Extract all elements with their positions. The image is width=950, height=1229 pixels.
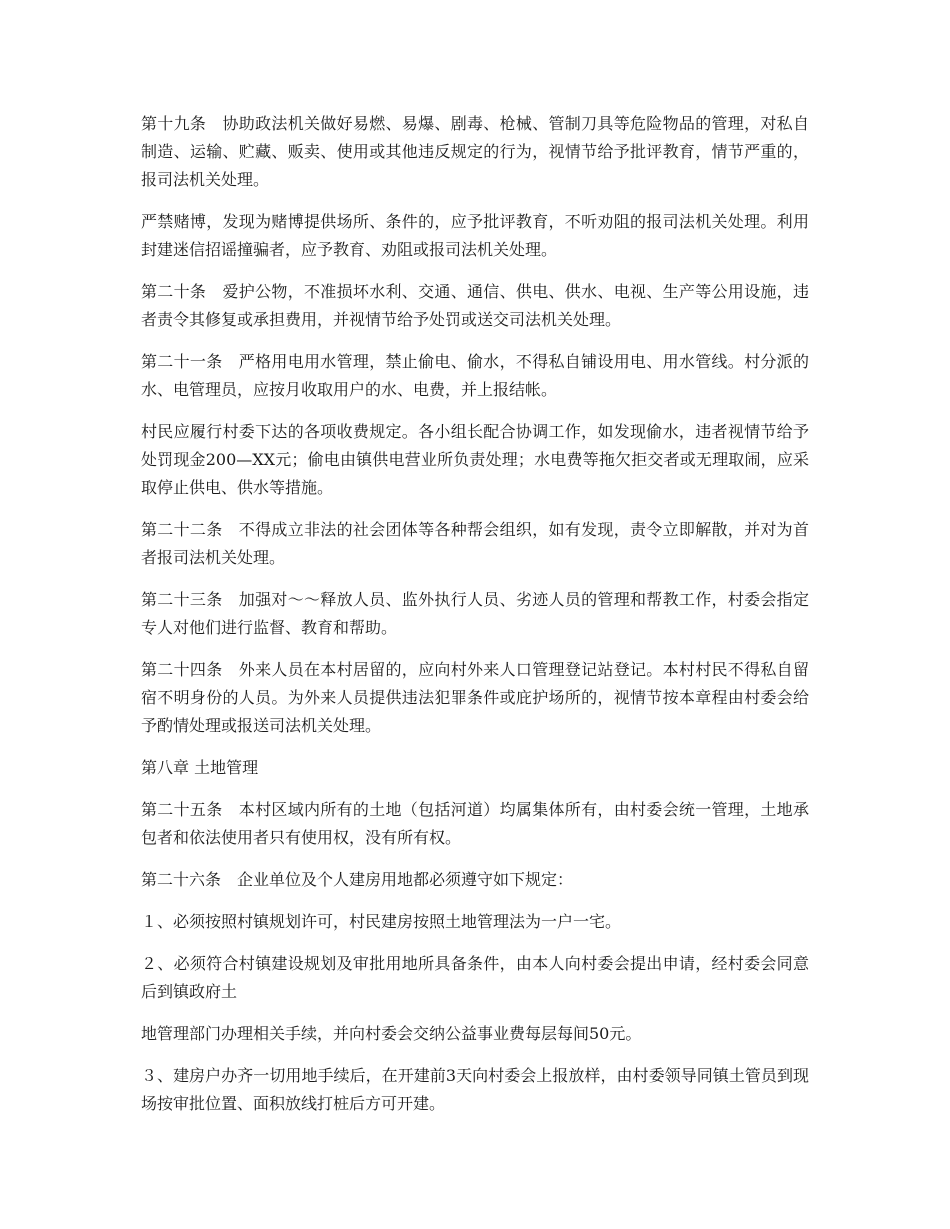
- chapter-8-heading: 第八章 土地管理: [141, 758, 259, 777]
- article-21-paragraph: 第二十一条 严格用电用水管理，禁止偷电、偷水，不得私自铺设用电、用水管线。村分派的水、电管理员，应按月收取用户的水、电费，并上报结帐。: [141, 352, 809, 399]
- article-22-paragraph: 第二十二条 不得成立非法的社会团体等各种帮会组织，如有发现，责令立即解散，并对为首者报司法机关处理。: [141, 520, 809, 567]
- gambling-superstition-paragraph: 严禁赌博，发现为赌博提供场所、条件的，应予批评教育，不听劝阻的报司法机关处理。利用封建迷信招谣撞骗者，应予教育、劝阻或报司法机关处理。: [141, 212, 809, 259]
- rule-2-paragraph: ２、必须符合村镇建设规划及审批用地所具备条件，由本人向村委会提出申请，经村委会同意后到镇政府土: [141, 954, 809, 1001]
- rule-1-paragraph: １、必须按照村镇规划许可，村民建房按照土地管理法为一户一宅。: [141, 912, 622, 931]
- article-24-paragraph: 第二十四条 外来人员在本村居留的，应向村外来人口管理登记站登记。本村村民不得私自留宿不明身份的人员。为外来人员提供违法犯罪条件或庇护场所的，视情节按本章程由村委会给予酌情处理或报送司法机关处理。: [141, 660, 809, 735]
- article-26-paragraph: 第二十六条 企业单位及个人建房用地都必须遵守如下规定：: [141, 870, 574, 889]
- document-body: [141, 110, 809, 1132]
- article-25-paragraph: 第二十五条 本村区域内所有的土地（包括河道）均属集体所有，由村委会统一管理，土地承包者和依法使用者只有使用权，没有所有权。: [141, 800, 809, 847]
- article-19-paragraph: 第十九条 协助政法机关做好易燃、易爆、剧毒、枪械、管制刀具等危险物品的管理，对私自制造、运输、贮藏、贩卖、使用或其他违反规定的行为，视情节给予批评教育，情节严重的，报司法机关处理。: [141, 114, 809, 189]
- fee-rules-paragraph: 村民应履行村委下达的各项收费规定。各小组长配合协调工作，如发现偷水，违者视情节给予处罚现金200—XX元；偷电由镇供电营业所负责处理；水电费等拖欠拒交者或无理取闹，应采取停止供电、供水等措施。: [141, 422, 809, 497]
- article-20-paragraph: 第二十条 爱护公物，不准损坏水利、交通、通信、供电、供水、电视、生产等公用设施，违者责令其修复或承担费用，并视情节给予处罚或送交司法机关处理。: [141, 282, 809, 329]
- rule-2-continuation-paragraph: 地管理部门办理相关手续，并向村委会交纳公益事业费每层每间50元。: [141, 1024, 642, 1043]
- rule-3-paragraph: ３、建房户办齐一切用地手续后，在开建前3天向村委会上报放样，由村委领导同镇土管员到现场按审批位置、面积放线打桩后方可开建。: [141, 1066, 809, 1113]
- article-23-paragraph: 第二十三条 加强对～～释放人员、监外执行人员、劣迹人员的管理和帮教工作，村委会指定专人对他们进行监督、教育和帮助。: [141, 590, 809, 637]
